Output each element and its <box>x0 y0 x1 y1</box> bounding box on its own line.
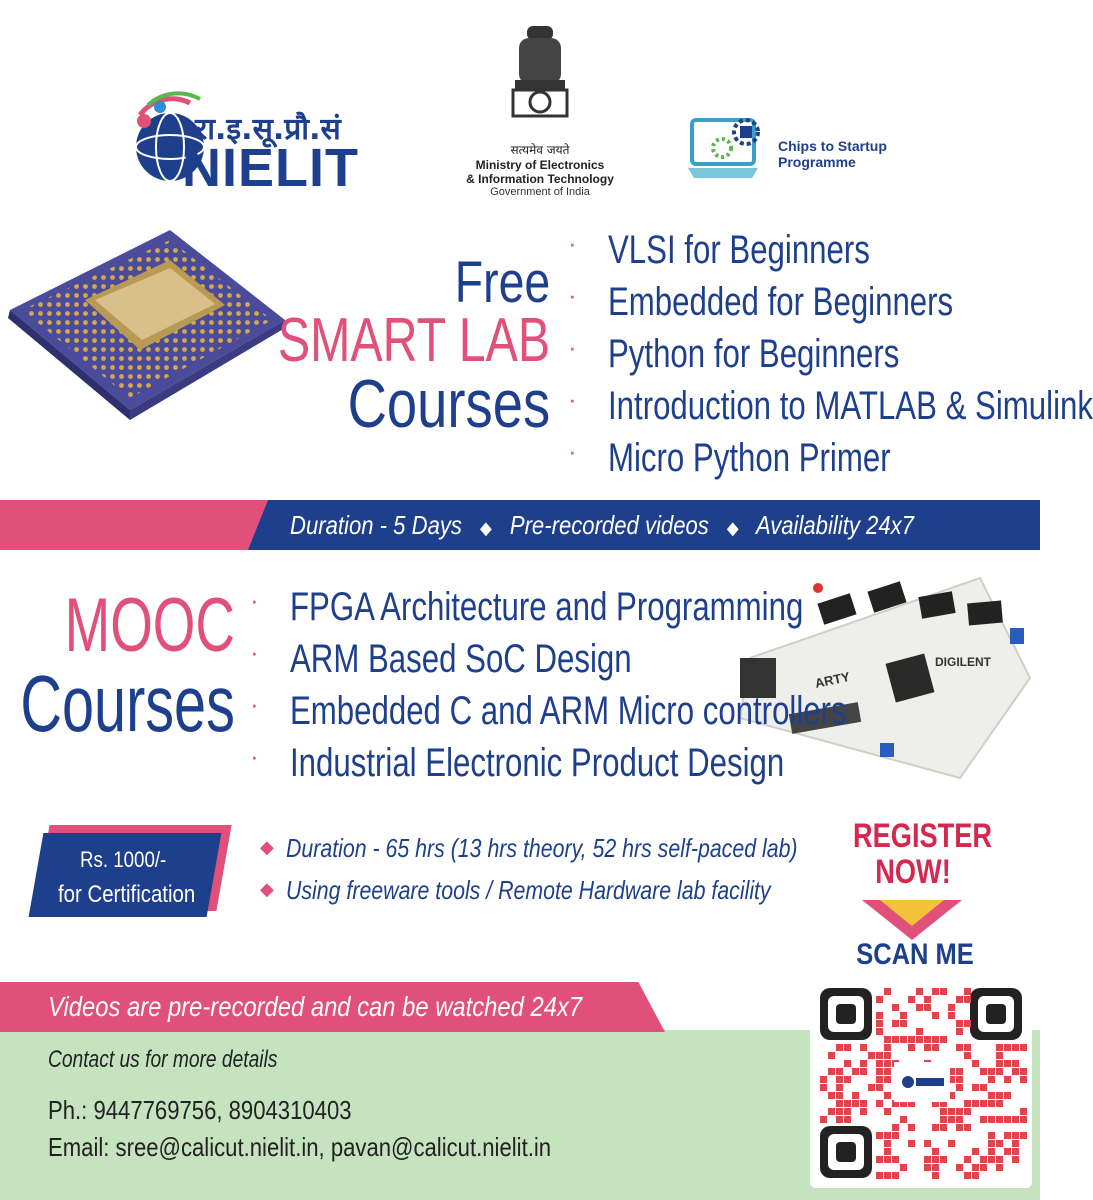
register-now-text[interactable] <box>853 817 993 891</box>
national-emblem-icon <box>505 22 575 132</box>
ministry-line-2: & Information Technology <box>466 172 614 186</box>
course-name: Introduction to MATLAB & Simulink <box>608 384 1093 428</box>
course-name: ARM Based SoC Design <box>290 637 632 681</box>
certification-price: Rs. 1000/- <box>80 847 167 872</box>
course-name: Industrial Electronic Product Design <box>290 741 785 785</box>
nielit-mini-logo-icon <box>902 1076 914 1088</box>
board-brand-text: DIGILENT <box>935 655 991 669</box>
register-line-2: NOW! <box>875 853 951 891</box>
diamond-icon: ◆ <box>260 837 274 857</box>
title-free: Free <box>454 250 550 315</box>
nielit-logo <box>130 85 360 198</box>
band-videos: Pre-recorded videos <box>509 510 709 540</box>
register-line-1: REGISTER <box>853 817 993 855</box>
ministry-line-1: Ministry of Electronics <box>475 158 605 172</box>
course-name: VLSI for Beginners <box>608 228 870 272</box>
smart-lab-title <box>201 250 550 442</box>
title-courses: Courses <box>347 366 550 442</box>
arrow-down-icon <box>862 900 962 940</box>
course-name: Micro Python Primer <box>608 436 891 480</box>
title-mooc-courses: Courses <box>20 659 235 748</box>
diamond-icon: ◆ <box>726 518 739 538</box>
contact-heading: Contact us for more details <box>48 1046 278 1073</box>
course-name: Embedded for Beginners <box>608 280 954 324</box>
course-name: Embedded C and ARM Micro controllers <box>290 689 847 733</box>
board-name-text: ARTY <box>813 668 852 691</box>
videos-banner-text: Videos are pre-recorded and can be watched 24x7 <box>48 991 583 1022</box>
contact-phone[interactable]: Ph.: 9447769756, 8904310403 <box>48 1095 352 1125</box>
diamond-icon: ◆ <box>480 518 492 538</box>
duration-band-text <box>290 510 914 541</box>
laptop-gear-icon <box>688 112 778 192</box>
title-mooc: MOOC <box>64 583 235 668</box>
chips-to-startup-logo <box>688 112 928 192</box>
ministry-line-3: Government of India <box>490 186 590 198</box>
programme-line-1: Chips to Startup <box>778 138 887 154</box>
qr-code[interactable] <box>810 978 1032 1188</box>
ministry-block <box>440 22 640 202</box>
nielit-name: NIELIT <box>182 138 359 198</box>
certification-label: for Certification <box>58 881 196 908</box>
certification-badge <box>32 825 222 917</box>
course-name: Python for Beginners <box>608 332 900 376</box>
ministry-motto: सत्यमेव जयते <box>510 143 570 157</box>
programme-line-2: Programme <box>778 154 856 170</box>
detail-text: Duration - 65 hrs (13 hrs theory, 52 hrs self-paced lab) <box>286 833 798 863</box>
contact-email[interactable]: Email: sree@calicut.nielit.in, pavan@calicut.nielit.in <box>48 1132 552 1162</box>
band-availability: Availability 24x7 <box>755 510 914 540</box>
detail-text: Using freeware tools / Remote Hardware lab facility <box>286 875 771 905</box>
title-smart-lab: SMART LAB <box>277 306 550 375</box>
course-name: FPGA Architecture and Programming <box>290 585 804 629</box>
nielit-hindi-name: रा.इ.सू.प्रौ.सं <box>195 112 341 147</box>
mooc-title <box>0 583 235 748</box>
diamond-icon: ◆ <box>260 879 274 899</box>
scan-me-text: SCAN ME <box>856 938 974 971</box>
band-duration: Duration - 5 Days <box>290 510 462 540</box>
